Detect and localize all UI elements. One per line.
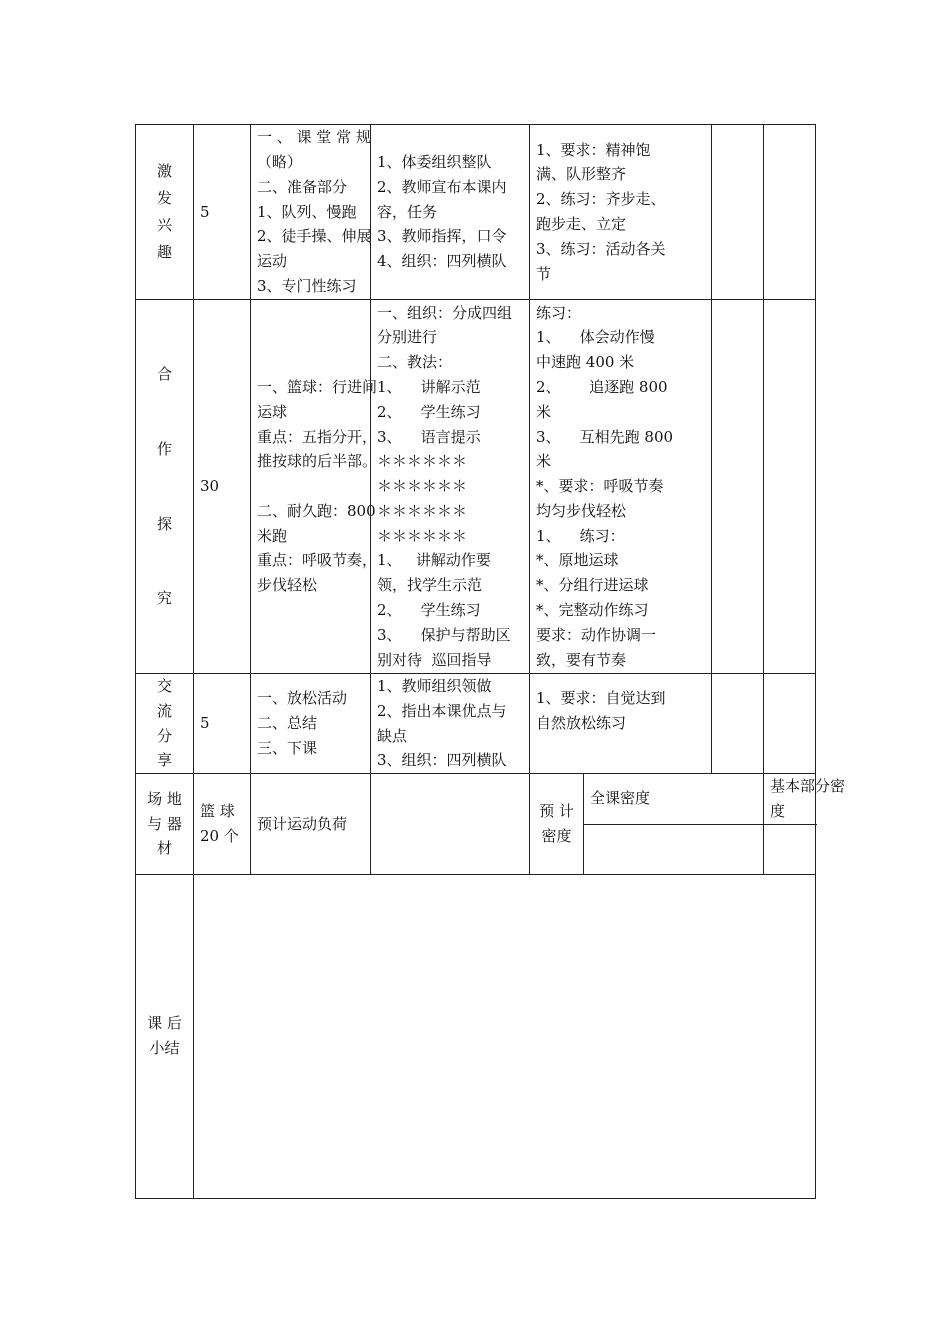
text-line: 缺点 [377, 726, 408, 745]
text-line: 基本部分密 [770, 777, 846, 796]
text-line: 节 [536, 264, 552, 283]
text-line: 4、组织：四列横队 [377, 252, 507, 271]
text-line: 趣 [156, 242, 172, 261]
stage-cell [136, 125, 194, 300]
summary-label [138, 1011, 191, 1061]
text-line: 二、总结 [257, 714, 318, 733]
text-line: 重点：五指分开， [257, 427, 378, 446]
text-line: 跑步走、立定 [536, 215, 627, 233]
text-line: 预 计 [539, 802, 574, 821]
full-density-value-cell [584, 824, 764, 874]
text-line: 1、 练习： [536, 526, 625, 545]
text-line: *、要求：呼吸节奏 [536, 477, 664, 496]
table-row [136, 874, 816, 1198]
text-line: 与 器 [147, 814, 182, 833]
student-text [536, 686, 705, 736]
text-line: 激 [156, 162, 172, 181]
text-line: 享 [156, 751, 172, 770]
text-line: （略） [257, 153, 303, 171]
text-line: 二、教法： [377, 353, 453, 372]
text-line: 场 地 [147, 789, 182, 808]
table-row [136, 774, 816, 825]
venue-label-cell [136, 774, 194, 875]
text-line: 2、练习：齐步走、 [536, 190, 666, 209]
text-line: 1、要求：精神饱 [536, 140, 651, 159]
text-line: 一、放松活动 [257, 689, 348, 708]
text-line: 推按球的后半部。 [257, 452, 378, 471]
empty-cell [764, 674, 816, 774]
table-row [136, 674, 816, 774]
full-density-label: 全课密度 [590, 789, 651, 808]
text-line: 分别进行 [377, 328, 438, 347]
text-line: ＊＊＊＊＊＊ [377, 452, 468, 471]
teacher-text [377, 674, 523, 773]
text-line: ＊＊＊＊＊＊ [377, 501, 468, 520]
student-cell [530, 674, 712, 774]
text-line: 兴 [156, 216, 172, 234]
text-line: 1、要求：自觉达到 [536, 689, 666, 707]
text-line: 课 后 [147, 1014, 182, 1033]
teacher-text [377, 301, 523, 673]
summary-label-cell [136, 874, 194, 1198]
teacher-text [377, 150, 523, 274]
teacher-cell [371, 300, 530, 674]
text-line: 步伐轻松 [257, 576, 318, 595]
text-line: 1、 体会动作慢 [536, 328, 655, 347]
text-line: 交 [156, 677, 172, 695]
text-line: 均匀步伐轻松 [536, 501, 627, 520]
content-text [257, 125, 372, 299]
minutes-value: 5 [200, 714, 210, 733]
text-line: 作 [156, 439, 172, 458]
text-line: 3、 保护与帮助区 [377, 625, 511, 644]
load-label: 预计运动负荷 [257, 814, 348, 833]
text-line: 米 [536, 452, 552, 471]
text-line: 自然放松练习 [536, 713, 627, 732]
student-cell [530, 125, 712, 300]
text-line: 3、练习：活动各关 [536, 239, 666, 258]
text-line: *、原地运球 [536, 551, 619, 570]
table-row [136, 300, 816, 674]
table-row [136, 125, 816, 300]
text-line: 2、 追逐跑 800 [536, 377, 668, 396]
text-line: 探 [156, 514, 172, 533]
basic-density-value-cell [764, 824, 816, 874]
text-line: 1、教师组织领做 [377, 677, 492, 695]
venue-value [200, 799, 244, 849]
text-line: 三、下课 [257, 738, 318, 757]
basic-density-label [770, 774, 846, 824]
stage-cell [136, 674, 194, 774]
empty-cell [712, 674, 764, 774]
text-line: 3、组织：四列横队 [377, 751, 507, 770]
text-line: 小结 [149, 1039, 180, 1058]
text-line: 2、 学生练习 [377, 601, 481, 620]
text-line: 练习： [536, 303, 582, 322]
text-line: 米跑 [257, 526, 288, 545]
text-line: 3、教师指挥，口令 [377, 227, 507, 246]
density-label-cell [530, 774, 584, 875]
empty-cell [712, 125, 764, 300]
text-line: ＊＊＊＊＊＊ [377, 477, 468, 496]
text-line: 合 [156, 364, 172, 383]
content-text [257, 375, 378, 598]
stage-label [138, 362, 191, 611]
text-line: *、完整动作练习 [536, 601, 649, 620]
text-line: 二、准备部分 [257, 177, 348, 196]
text-line: 别对待 巡回指导 [377, 650, 492, 669]
student-text [536, 301, 705, 673]
full-density-cell [584, 774, 764, 825]
text-line: 2、指出本课优点与 [377, 701, 507, 720]
text-line: *、分组行进运球 [536, 576, 649, 595]
venue-label [138, 787, 191, 861]
text-line: 20 个 [200, 826, 239, 845]
text-line: 运球 [257, 402, 288, 421]
text-line: 一 、 课 堂 常 规 [257, 128, 371, 147]
text-line: 1、队列、慢跑 [257, 202, 357, 221]
text-line: 度 [770, 801, 786, 820]
text-line: 密度 [541, 826, 572, 845]
text-line: 篮 球 [200, 802, 235, 821]
text-line: 一、篮球：行进间 [257, 377, 378, 396]
text-line: 分 [156, 726, 172, 745]
content-text [257, 686, 364, 760]
venue-value-cell [194, 774, 251, 875]
teacher-cell [371, 674, 530, 774]
basic-density-cell [764, 774, 846, 825]
load-label-cell [251, 774, 371, 875]
text-line [257, 474, 364, 499]
text-line: 2、教师宣布本课内 [377, 177, 507, 196]
minutes-value: 5 [200, 202, 210, 221]
minutes-cell [194, 300, 251, 674]
text-line: 2、 学生练习 [377, 402, 481, 421]
text-line: 中速跑 400 米 [536, 353, 635, 372]
density-label [532, 799, 581, 849]
teacher-cell [371, 125, 530, 300]
minutes-value: 30 [200, 477, 220, 496]
empty-cell [764, 300, 816, 674]
text-line: 领，找学生示范 [377, 576, 483, 595]
stage-cell [136, 300, 194, 674]
content-cell [251, 300, 378, 674]
text-line: 发 [156, 189, 172, 208]
text-line: 容，任务 [377, 202, 438, 221]
text-line: 3、专门性练习 [257, 276, 357, 295]
text-line: 1、 讲解动作要 [377, 551, 491, 570]
text-line: 1、体委组织整队 [377, 153, 492, 171]
empty-cell [764, 125, 816, 300]
text-line: 满、队形整齐 [536, 165, 627, 184]
text-line: 二、耐久跑：800 [257, 501, 376, 520]
text-line: 重点：呼吸节奏， [257, 551, 378, 570]
text-line: 运动 [257, 252, 288, 271]
text-line: 3、 语言提示 [377, 427, 481, 446]
student-cell [530, 300, 712, 674]
minutes-cell [194, 125, 251, 300]
student-text [536, 138, 705, 287]
stage-label [138, 159, 191, 264]
load-value-cell [371, 774, 530, 875]
text-line: 1、 讲解示范 [377, 377, 481, 396]
text-line: 致，要有节奏 [536, 650, 627, 669]
content-cell [251, 674, 371, 774]
text-line: 材 [156, 839, 172, 858]
text-line: 流 [156, 701, 172, 720]
empty-cell [712, 300, 764, 674]
text-line: 米 [536, 402, 552, 421]
text-line: 一、组织：分成四组 [377, 303, 513, 322]
content-cell [251, 125, 371, 300]
lesson-plan-table [135, 124, 846, 1199]
text-line: 究 [156, 589, 172, 608]
summary-content-cell [194, 874, 816, 1198]
text-line: 3、 互相先跑 800 [536, 427, 674, 446]
minutes-cell [194, 674, 251, 774]
stage-label [138, 674, 191, 773]
text-line: ＊＊＊＊＊＊ [377, 526, 468, 545]
text-line: 2、徒手操、伸展 [257, 227, 372, 246]
text-line: 要求：动作协调一 [536, 625, 657, 644]
